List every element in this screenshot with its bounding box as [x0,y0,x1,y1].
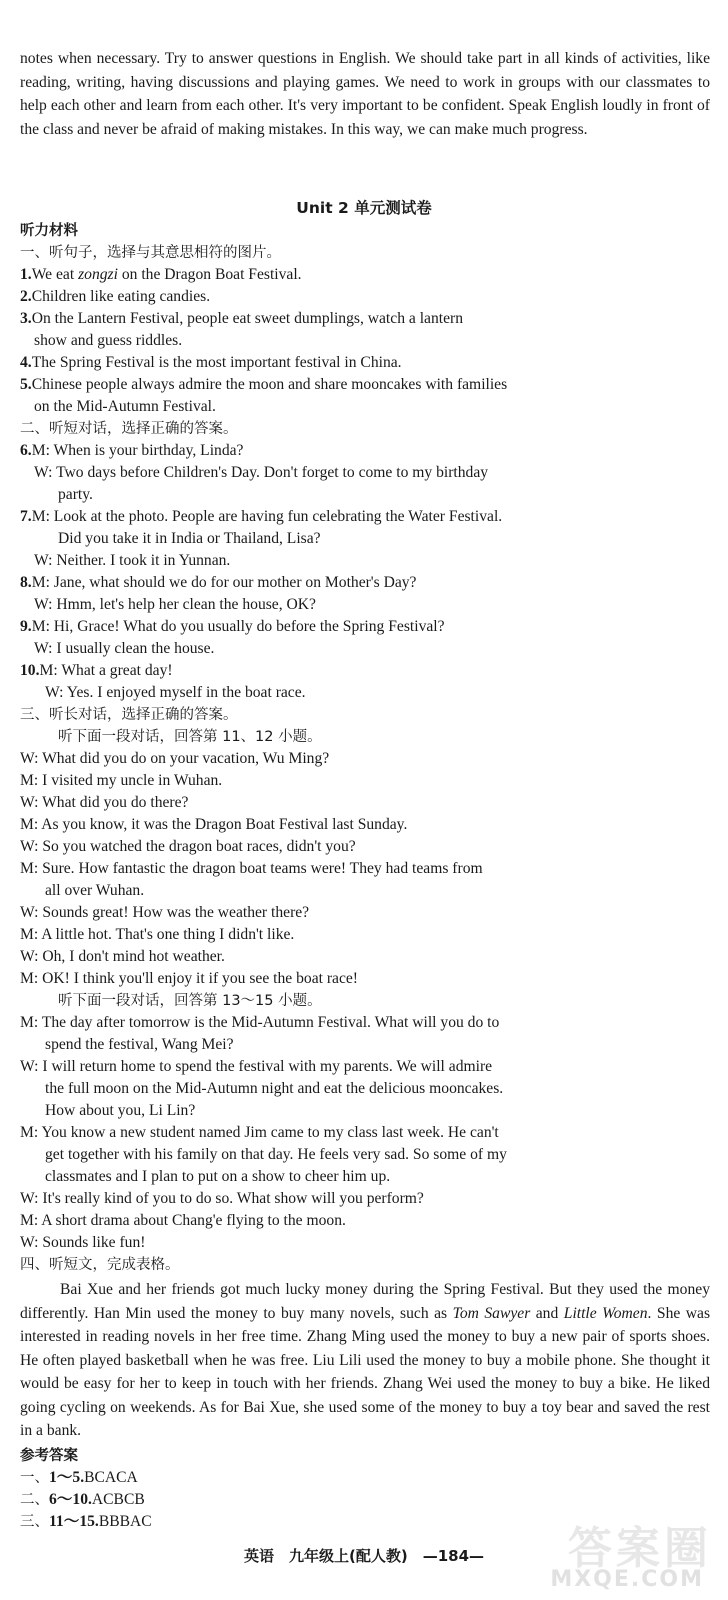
dialog-line: W: What did you do on your vacation, Wu Ming? [20,750,330,767]
answer-keys: BBBAC [98,1513,152,1530]
item-number: 9. [20,618,32,635]
dialog-line: the full moon on the Mid-Autumn night and eat the delicious mooncakes. [45,1080,504,1097]
answer-keys: ACBCB [91,1491,145,1508]
watermark-text: 答案圈 [568,1523,712,1574]
unit-title: Unit 2 单元测试卷 [296,199,432,217]
listening-header: 听力材料 [20,223,78,239]
answer-prefix: 二、 [20,1492,49,1508]
dialog-9-w: W: I usually clean the house. [34,640,215,657]
dialog-line: classmates and I plan to put on a show to cheer him up. [45,1168,391,1185]
dialog-6-w: W: Two days before Children's Day. Don't forget to come to my birthday [34,464,489,481]
section4-heading: 四、听短文，完成表格。 [20,1257,180,1273]
item-number: 8. [20,574,32,591]
s1-item-1 [20,264,302,286]
item-text: On the Lantern Festival, people eat sweet dumplings, watch a lantern [31,310,463,327]
answer-row [20,1489,145,1511]
dialog-7-m [20,506,502,528]
s1-item-5-cont: on the Mid-Autumn Festival. [34,398,216,415]
dialog-8-w: W: Hmm, let's help her clean the house, OK? [34,596,316,613]
dialog-line: W: What did you do there? [20,794,189,811]
item-number: 3. [20,310,32,327]
s1-item-2 [20,286,210,308]
dialog-line: M: OK! I think you'll enjoy it if you see the boat race! [20,970,358,987]
intro-paragraph: notes when necessary. Try to answer questions in English. We should take part in all kinds of activities, like reading, writing, having discussions and playing games. We need to work in groups with our classmates to help each other and learn from each other. It's very important to be confident. Speak English loudly in front of the class and never be afraid of making mistakes. In this way, we can make much progress. [20,50,710,138]
book-title: Little Women [563,1304,648,1322]
dialog-line: M: Sure. How fantastic the dragon boat teams were! They had teams from [20,860,483,877]
page-footer: 英语 九年级上(配人教) —184— [243,1547,485,1565]
dialog-line: M: As you know, it was the Dragon Boat Festival last Sunday. [20,816,408,833]
passage-text: . She was interested in reading novels in her free time. Zhang Ming used the money to buy a new pair of sports shoes. He often played basketball when he was free. Liu Lili used the money to buy a mobile phone. She thought it would be easy for her to keep in touch with her friends. Zhang Wei used the money to buy a bike. He liked going cycling on weekends. As for Bai Xue, she used some of the money to buy a toy bear and saved the rest in a bank. [20,1304,711,1439]
dialog-7-m-cont: Did you take it in India or Thailand, Lisa? [58,530,321,547]
dialog-line: M: Jane, what should we do for our mother on Mother's Day? [31,574,417,591]
dialog-line: W: It's really kind of you to do so. What show will you perform? [20,1190,424,1207]
item-number: 5. [20,376,32,393]
s1-item-3 [20,308,463,330]
dialog-line: M: What a great day! [39,662,173,679]
dialog-line: M: Look at the photo. People are having fun celebrating the Water Festival. [31,508,503,525]
dialog-line: M: I visited my uncle in Wuhan. [20,772,223,789]
section3-instruction-1: 听下面一段对话，回答第 11、12 小题。 [58,729,322,745]
answers-header: 参考答案 [20,1448,78,1464]
item-text: Chinese people always admire the moon and share mooncakes with families [31,376,508,393]
dialog-line: spend the festival, Wang Mei? [45,1036,234,1053]
section4-passage [20,1278,710,1443]
dialog-line: W: So you watched the dragon boat races, didn't you? [20,838,356,855]
dialog-line: M: When is your birthday, Linda? [31,442,244,459]
dialog-6-w-cont: party. [58,486,93,503]
answer-range: 1～5. [49,1469,85,1486]
dialog-10-w: W: Yes. I enjoyed myself in the boat race. [45,684,306,701]
dialog-line: How about you, Li Lin? [45,1102,196,1119]
item-text: The Spring Festival is the most important festival in China. [31,354,402,371]
dialog-line: M: The day after tomorrow is the Mid-Autumn Festival. What will you do to [20,1014,500,1031]
item-number: 10. [20,662,40,679]
book-title: Tom Sawyer [452,1304,531,1322]
dialog-line: M: A little hot. That's one thing I didn't like. [20,926,295,943]
item-number: 4. [20,354,32,371]
dialog-line: W: Oh, I don't mind hot weather. [20,948,225,965]
item-number: 6. [20,442,32,459]
answer-prefix: 一、 [20,1470,49,1486]
dialog-6-m [20,440,243,462]
dialog-line: all over Wuhan. [45,882,145,899]
answer-keys: BCACA [84,1469,138,1486]
watermark-logo [512,1512,712,1592]
answer-prefix: 三、 [20,1514,49,1530]
dialog-8-m [20,572,416,594]
item-number: 1. [20,266,32,283]
watermark-url: MXQE.COM [550,1567,704,1592]
s1-item-4 [20,352,402,374]
section3-instruction-2: 听下面一段对话，回答第 13～15 小题。 [58,993,322,1009]
answer-row [20,1467,138,1489]
s1-item-3-cont: show and guess riddles. [34,332,183,349]
answer-range: 6～10. [49,1491,92,1508]
item-number: 2. [20,288,32,305]
dialog-line: W: Sounds great! How was the weather there? [20,904,310,921]
dialog-7-w: W: Neither. I took it in Yunnan. [34,552,231,569]
passage-text: Bai Xue and her friends got much lucky money during the Spring Festival. But they used the money differently. Han Min used the money to buy many novels, such as [20,1281,710,1322]
s1-item-5 [20,374,507,396]
item-text: on the Dragon Boat Festival. [117,266,302,283]
dialog-line: W: I will return home to spend the festival with my parents. We will admire [20,1058,493,1075]
item-number: 7. [20,508,32,525]
dialog-line: M: Hi, Grace! What do you usually do before the Spring Festival? [31,618,445,635]
dialog-line: get together with his family on that day. He feels very sad. So some of my [45,1146,507,1163]
item-text: Children like eating candies. [31,288,211,305]
section2-heading: 二、听短对话，选择正确的答案。 [20,421,238,437]
passage-text: and [530,1304,564,1322]
dialog-line: M: A short drama about Chang'e flying to the moon. [20,1212,346,1229]
dialog-line: M: You know a new student named Jim came to my class last week. He can't [20,1124,499,1141]
answer-row [20,1511,152,1533]
section3-heading: 三、听长对话，选择正确的答案。 [20,707,238,723]
section1-heading: 一、听句子，选择与其意思相符的图片。 [20,245,281,261]
dialog-10-m [20,660,173,682]
dialog-9-m [20,616,445,638]
dialog-line: W: Sounds like fun! [20,1234,146,1251]
answer-range: 11～15. [49,1513,99,1530]
item-text: We eat [31,266,79,283]
item-italic: zongzi [78,266,118,283]
